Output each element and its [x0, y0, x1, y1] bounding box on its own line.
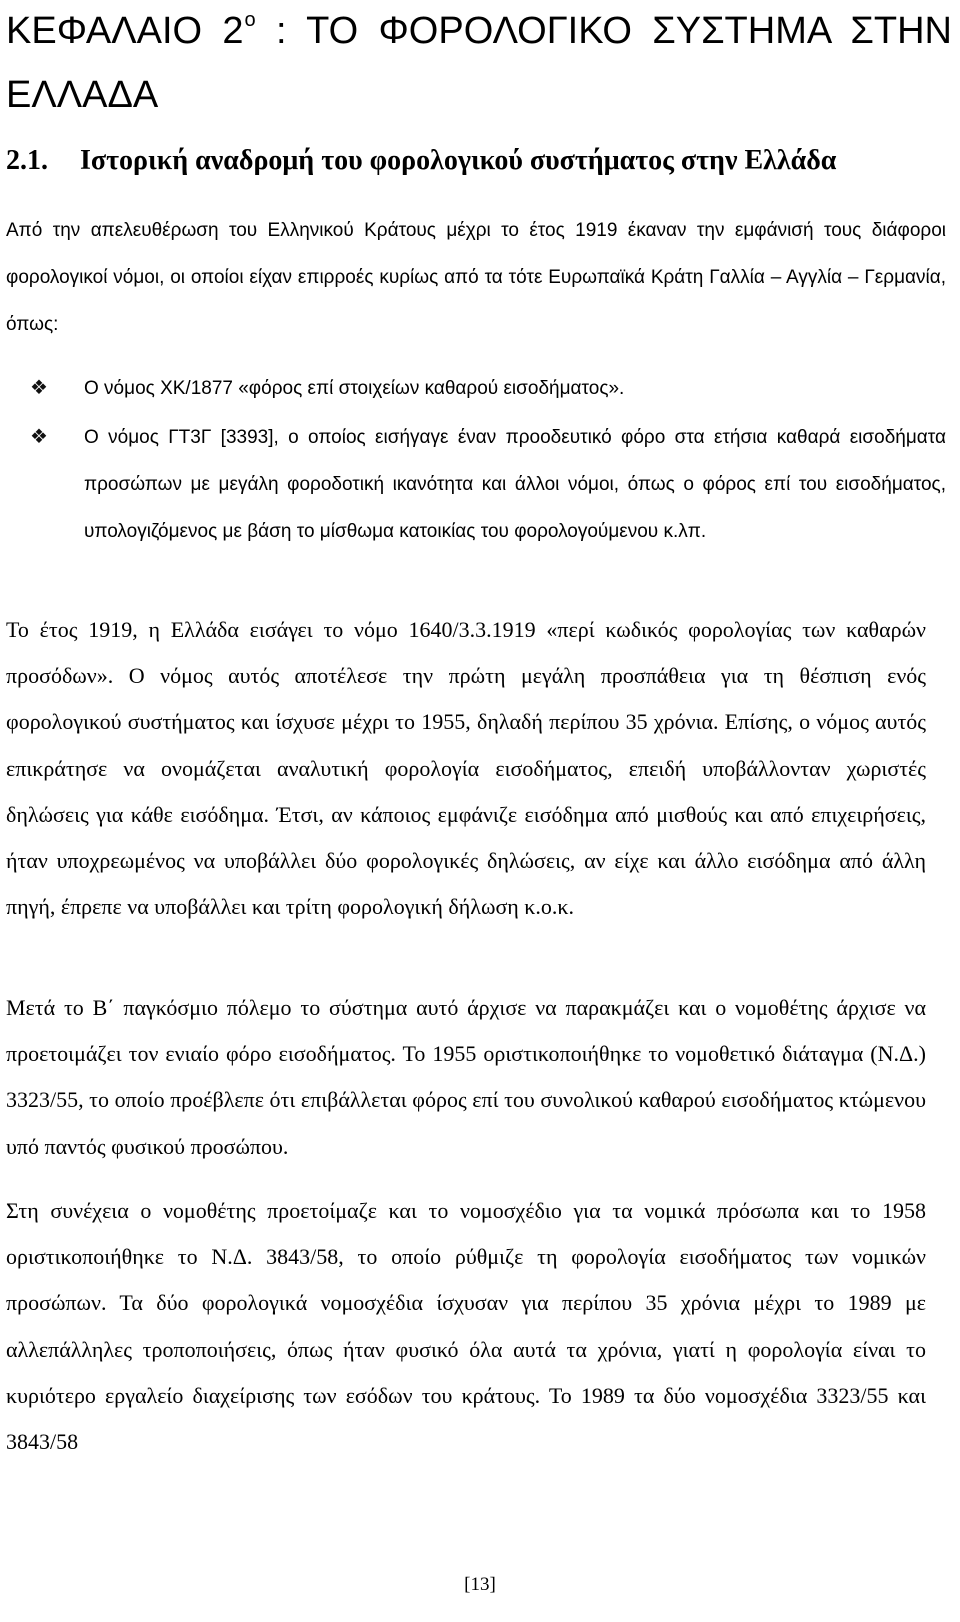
chapter-title — [6, 2, 952, 124]
diamond-bullet-icon: ❖ — [30, 377, 48, 399]
intro-paragraph: Από την απελευθέρωση του Ελληνικού Κράτους μέχρι το έτος 1919 έκαναν την εμφάνισή τους διάφοροι φορολογικοί νόμοι, οι οποίοι είχαν επιρροές κυρίως από τα τότε Ευρωπαϊκά Κράτη Γαλλία – Αγγλία – Γερμανία, όπως: — [6, 220, 946, 335]
list-item-text: Ο νόμος ΧΚ/1877 «φόρος επί στοιχείων καθαρού εισοδήματος». — [84, 378, 625, 399]
list-item — [30, 414, 946, 555]
list-item-text: Ο νόμος ΓΤ3Γ [3393], ο οποίος εισήγαγε έναν προοδευτικό φόρο στα ετήσια καθαρά εισοδήματα προσώπων με μεγάλη φοροδοτική ικανότητα και άλλοι νόμοι, όπως ο φόρος επί του εισοδήματος, υπολογιζόμενος με βάση το μίσθωμα κατοικίας του φορολογούμενου κ.λπ. — [84, 427, 946, 542]
section-heading — [6, 142, 836, 180]
page-number: [13] — [464, 1574, 496, 1595]
list-item — [30, 365, 946, 412]
chapter-title-superscript: ο — [244, 9, 256, 31]
chapter-title-part2: : ΤΟ ΦΟΡΟΛΟΓΙΚΟ ΣΥΣΤΗΜΑ ΣΤΗΝ ΕΛΛΑΔΑ — [6, 10, 952, 116]
paragraph-1919-law: Το έτος 1919, η Ελλάδα εισάγει το νόμο 1640/3.3.1919 «περί κωδικός φορολογίας των καθαρών προσόδων». Ο νόμος αυτός αποτέλεσε την πρώτη μεγάλη προσπάθεια για τη θέσπιση ενός φορολογικού συστήματος και ίσχυσε μέχρι το 1955, δηλαδή περίπου 35 χρόνια. Επίσης, ο νόμος αυτός επικράτησε να ονομάζεται αναλυτική φορολογία εισοδήματος, επειδή υποβάλλονταν χωριστές δηλώσεις για κάθε εισόδημα. Έτσι, αν κάποιος εμφάνιζε εισόδημα από μισθούς και από επιχειρήσεις, ήταν υποχρεωμένος να υποβάλλει δύο φορολογικές δηλώσεις, αν είχε και άλλο εισόδημα από άλλη πηγή, έπρεπε να υποβάλλει και τρίτη φορολογική δήλωση κ.ο.κ. — [6, 617, 926, 920]
diamond-bullet-icon: ❖ — [30, 426, 48, 448]
section-title: Ιστορική αναδρομή του φορολογικού συστήματος στην Ελλάδα — [80, 145, 837, 176]
paragraph-legal-entities: Στη συνέχεια ο νομοθέτης προετοίμαζε και το νομοσχέδιο για τα νομικά πρόσωπα και το 1958 οριστικοποιήθηκε το Ν.Δ. 3843/58, το οποίο ρύθμιζε τη φορολογία εισοδήματος των νομικών προσώπων. Τα δύο φορολογικά νομοσχέδια ίσχυσαν για περίπου 35 χρόνια μέχρι το 1989 με αλλεπάλληλες τροποποιήσεις, όπως ήταν φυσικό όλα αυτά τα χρόνια, γιατί η φορολογία είναι το κυριότερο εργαλείο διαχείρισης των εσόδων του κράτους. Το 1989 τα δύο νομοσχέδια 3323/55 και 3843/58 — [6, 1198, 926, 1455]
chapter-title-part1: ΚΕΦΑΛΑΙΟ 2 — [6, 10, 244, 52]
bullet-list — [30, 365, 946, 557]
section-number: 2.1. — [6, 145, 48, 176]
paragraph-post-war: Μετά το Β΄ παγκόσμιο πόλεμο το σύστημα αυτό άρχισε να παρακμάζει και ο νομοθέτης άρχισε να προετοιμάζει τον ενιαίο φόρο εισοδήματος. Το 1955 οριστικοποιήθηκε το νομοθετικό διάταγμα (Ν.Δ.) 3323/55, το οποίο προέβλεπε ότι επιβάλλεται φόρος επί του συνολικού καθαρού εισοδήματος κτώμενου υπό παντός φυσικού προσώπου. — [6, 995, 926, 1159]
